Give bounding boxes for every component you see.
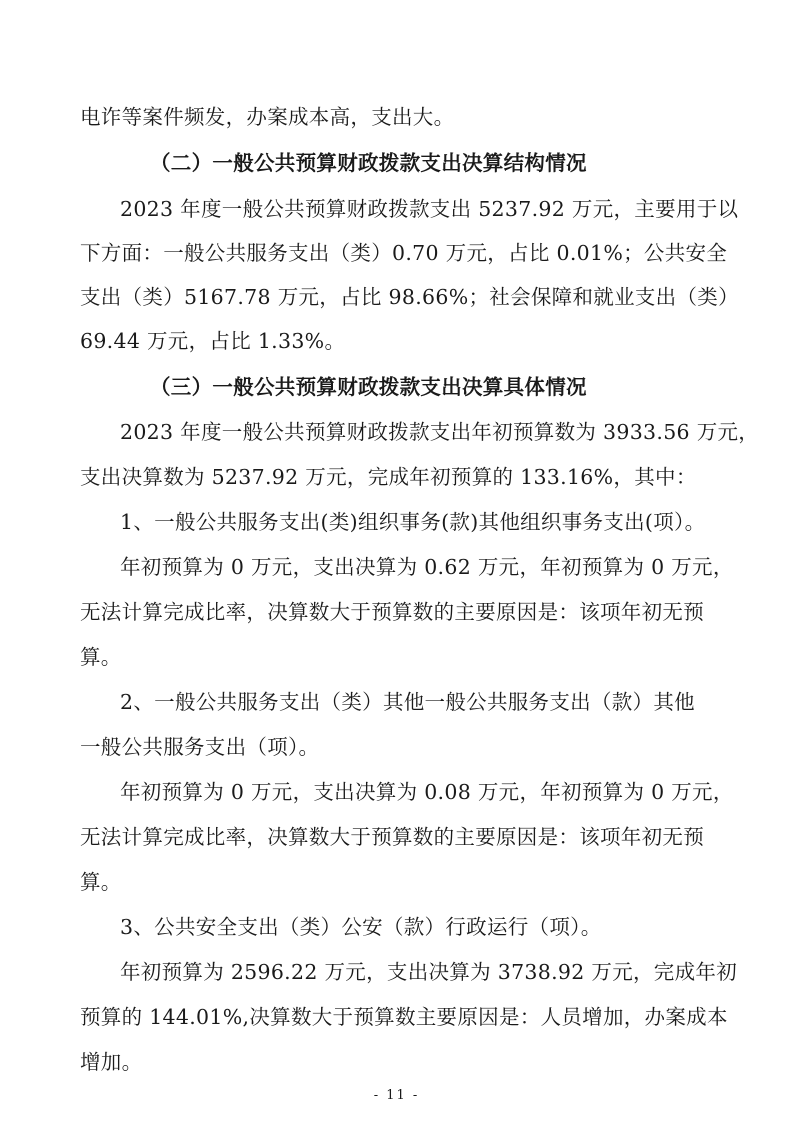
item-heading-1: 1、一般公共服务支出(类)组织事务(款)其他组织事务支出(项）。 — [120, 510, 706, 534]
paragraph-line: 支出决算数为 5237.92 万元，完成年初预算的 133.16%，其中： — [80, 465, 697, 489]
paragraph-line: 一般公共服务支出（项）。 — [80, 735, 320, 759]
paragraph-line: 无法计算完成比率，决算数大于预算数的主要原因是：该项年初无预 — [80, 825, 704, 849]
paragraph-line: 年初预算为 0 万元，支出决算为 0.08 万元，年初预算为 0 万元， — [120, 780, 734, 804]
paragraph-line: 年初预算为 0 万元，支出决算为 0.62 万元，年初预算为 0 万元， — [120, 555, 734, 579]
paragraph-line: 支出（类）5167.78 万元，占比 98.66%；社会保障和就业支出（类） — [80, 285, 739, 309]
section-heading-details: （三）一般公共预算财政拨款支出决算具体情况 — [150, 375, 587, 399]
paragraph-line: 算。 — [80, 870, 122, 894]
paragraph-line: 增加。 — [80, 1050, 143, 1074]
section-heading-structure: （二）一般公共预算财政拨款支出决算结构情况 — [150, 151, 587, 175]
page-number: - 11 - — [373, 1088, 420, 1103]
item-heading-3: 3、公共安全支出（类）公安（款）行政运行（项）。 — [120, 915, 602, 939]
paragraph-line: 无法计算完成比率，决算数大于预算数的主要原因是：该项年初无预 — [80, 600, 704, 624]
paragraph-line: 下方面：一般公共服务支出（类）0.70 万元，占比 0.01%；公共安全 — [80, 241, 728, 265]
paragraph-line: 电诈等案件频发，办案成本高，支出大。 — [80, 105, 455, 129]
paragraph-line: 2023 年度一般公共预算财政拨款支出年初预算数为 3933.56 万元， — [120, 420, 760, 444]
item-heading-2: 2、一般公共服务支出（类）其他一般公共服务支出（款）其他 — [120, 690, 695, 714]
paragraph-line: 算。 — [80, 645, 122, 669]
paragraph-line: 预算的 144.01%,决算数大于预算数主要原因是：人员增加，办案成本 — [80, 1005, 728, 1029]
paragraph-line: 69.44 万元，占比 1.33%。 — [80, 329, 346, 353]
paragraph-line: 年初预算为 2596.22 万元，支出决算为 3738.92 万元，完成年初 — [120, 960, 738, 984]
paragraph-line: 2023 年度一般公共预算财政拨款支出 5237.92 万元，主要用于以 — [120, 197, 739, 221]
